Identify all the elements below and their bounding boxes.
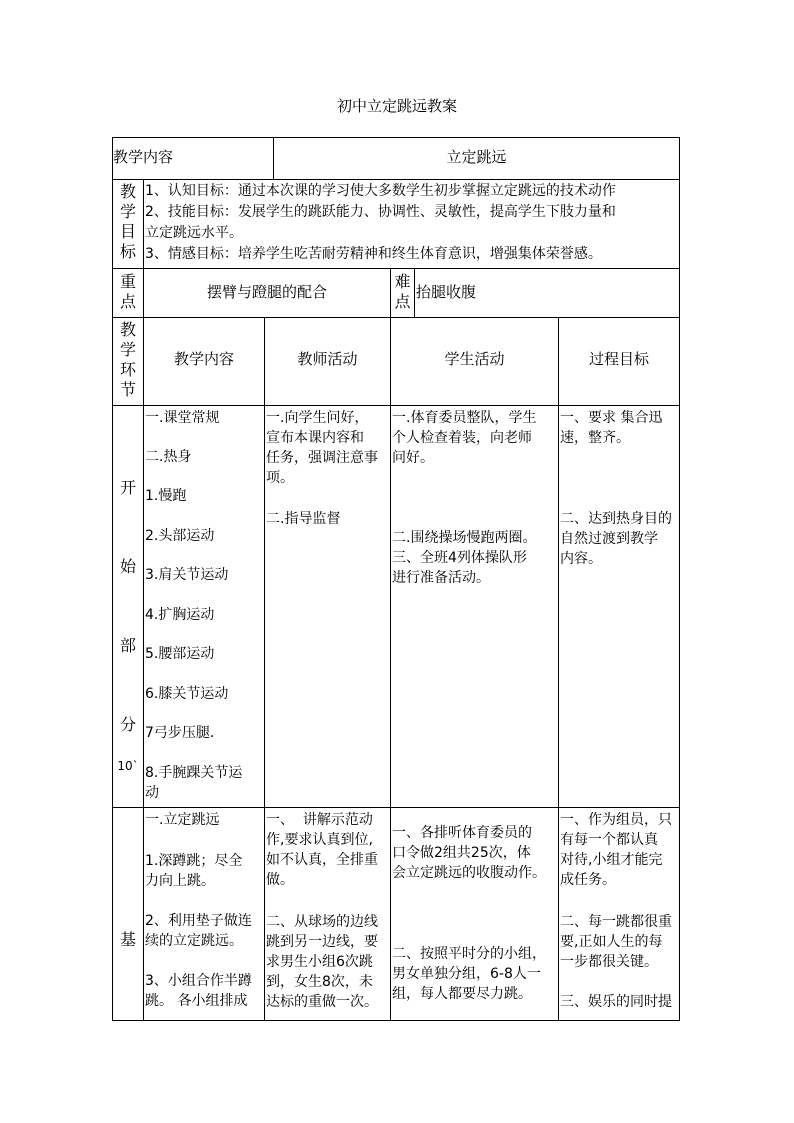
basic-goal-line: 三、娱乐的同时提 [560,994,672,1010]
start-content-item: 8.手腕踝关节运 [145,765,243,781]
goal-line: 3、情感目标：培养学生吃苦耐劳精神和终生体育意识，增强集体荣誉感。 [145,246,602,262]
basic-student-line: 二、按照平时分的小组， [392,946,546,962]
start-content-item: 二.热身 [145,449,192,465]
basic-content-item: 力向上跳。 [145,873,215,889]
start-section-label-char: 开 [119,478,136,497]
teaching-content-label: 教学内容 [113,148,174,166]
table-rule [143,179,144,1021]
goals-label-char: 目 [119,222,136,241]
start-student-line: 进行准备活动。 [392,570,490,586]
table-rule [112,137,680,138]
table-rule [414,268,415,317]
goals-label-char: 标 [119,242,136,261]
start-content-item: 4.扩胸运动 [145,607,215,623]
basic-content-item: 1.深蹲跳；尽全 [145,853,243,869]
basic-content-item: 3、小组合作半蹲 [145,973,252,989]
start-student-line: 问好。 [392,450,434,466]
key-point-label [113,272,143,312]
start-goal-line: 一、要求 集合迅 [560,410,663,426]
basic-teacher-line: 到，女生8次，未 [266,974,373,990]
goals-label-char: 教 [119,182,136,201]
basic-goal-line: 对待,小组才能完 [560,852,663,868]
basic-content-item: 跳。 各小组排成 [145,993,248,1009]
basic-teacher-line: 求男生小组6次跳 [266,954,373,970]
table-rule [264,317,265,1021]
start-teacher-line: 二.指导监督 [266,511,341,527]
goal-line: 2、技能目标：发展学生的跳跃能力、协调性、灵敏性，提高学生下肢力量和 [145,204,616,220]
table-rule [112,317,680,318]
table-rule [390,317,391,1021]
table-rule [558,317,559,1021]
basic-student-line: 口令做2组共25次，体 [392,845,531,861]
start-content-item: 2.头部运动 [145,528,215,544]
difficult-point-label-char: 点 [394,292,411,311]
start-content-item: 6.膝关节运动 [145,686,229,702]
basic-goal-line: 有每一个都认真 [560,832,658,848]
basic-section-label-char: 基 [119,930,136,949]
goal-line: 1、认知目标：通过本次课的学习使大多数学生初步掌握立定跳远的技术动作 [145,183,616,199]
basic-teacher-line: 做。 [266,872,294,888]
start-teacher-line: 一.向学生问好， [266,410,369,426]
start-goal-line: 内容。 [560,551,602,567]
basic-teacher-line: 如不认真，全排重 [266,852,378,868]
column-header-student: 学生活动 [444,350,505,368]
start-teacher-line: 宣布本课内容和 [266,430,364,446]
start-content-item: 3.肩关节运动 [145,567,229,583]
basic-teacher-line: 一、 讲解示范动 [266,812,373,828]
basic-content-item: 2、利用垫子做连 [145,913,252,929]
start-teacher-line: 任务，强调注意事 [266,450,378,466]
table-rule [112,405,680,406]
difficult-point-label-char: 难 [394,272,411,291]
start-section-label-char: 分 [119,715,136,734]
table-rule [112,1020,680,1021]
basic-goal-line: 二、每一跳都很重 [560,914,672,930]
stage-label-char: 节 [119,380,136,399]
basic-teacher-line: 二、从球场的边线 [266,914,378,930]
start-student-line: 一.体育委员整队，学生 [392,410,537,426]
basic-goal-line: 一步都很关键。 [560,954,658,970]
stage-label-char: 环 [119,360,136,379]
start-section-duration: 10` [117,759,139,773]
goal-line: 立定跳远水平。 [145,225,243,241]
goals-label-char: 学 [119,202,136,221]
start-student-line: 三、全班4列体操队形 [392,550,527,566]
start-goal-line: 二、达到热身目的 [560,511,672,527]
key-point-label-char: 重 [119,272,136,291]
stage-label-char: 教 [119,320,136,339]
basic-goal-line: 一、作为组员，只 [560,812,672,828]
basic-student-line: 组，每人都要尽力跳。 [392,986,532,1002]
column-header-content: 教学内容 [173,350,234,368]
stage-label [113,320,143,400]
basic-goal-line: 要,正如人生的每 [560,934,663,950]
column-header-goal: 过程目标 [588,350,649,368]
start-content-item: 动 [145,785,159,801]
start-section-label-char: 部 [119,636,136,655]
goals-label [113,182,143,262]
start-student-line: 个人检查着装，向老师 [392,430,532,446]
document-title: 初中立定跳远教案 [336,97,457,115]
basic-goal-line: 成任务。 [560,872,616,888]
basic-student-line: 会立定跳远的收腹动作。 [392,865,546,881]
table-rule [679,137,680,1021]
basic-teacher-line: 跳到另一边线，要 [266,934,378,950]
basic-student-line: 男女单独分组，6-8人一 [392,966,541,982]
start-student-line: 二.围绕操场慢跑两圈。 [392,530,537,546]
basic-teacher-line: 达标的重做一次。 [266,994,378,1010]
start-content-item: 1.慢跑 [145,488,187,504]
start-teacher-line: 项。 [266,470,294,486]
table-rule [112,179,680,180]
start-content-item: 5.腰部运动 [145,646,215,662]
difficult-point-label [391,272,414,312]
start-goal-line: 自然过渡到教学 [560,531,658,547]
stage-label-char: 学 [119,340,136,359]
start-goal-line: 速，整齐。 [560,430,630,446]
start-section-label-char: 始 [119,557,136,576]
table-rule [112,268,680,269]
start-content-item: 7弓步压腿. [145,725,215,741]
start-content-item: 一.课堂常规 [145,410,220,426]
teaching-content-value: 立定跳远 [446,148,507,166]
basic-content-item: 一.立定跳远 [145,812,220,828]
key-point-label-char: 点 [119,292,136,311]
table-rule [112,137,113,1021]
column-header-teacher: 教师活动 [297,350,358,368]
goals-text [145,181,680,265]
table-rule [112,807,680,808]
basic-student-line: 一、各排听体育委员的 [392,825,532,841]
key-point-value: 摆臂与蹬腿的配合 [206,283,327,301]
basic-content-item: 续的立定跳远。 [145,933,243,949]
basic-teacher-line: 作,要求认真到位, [266,832,373,848]
difficult-point-value: 抬腿收腹 [416,283,477,301]
